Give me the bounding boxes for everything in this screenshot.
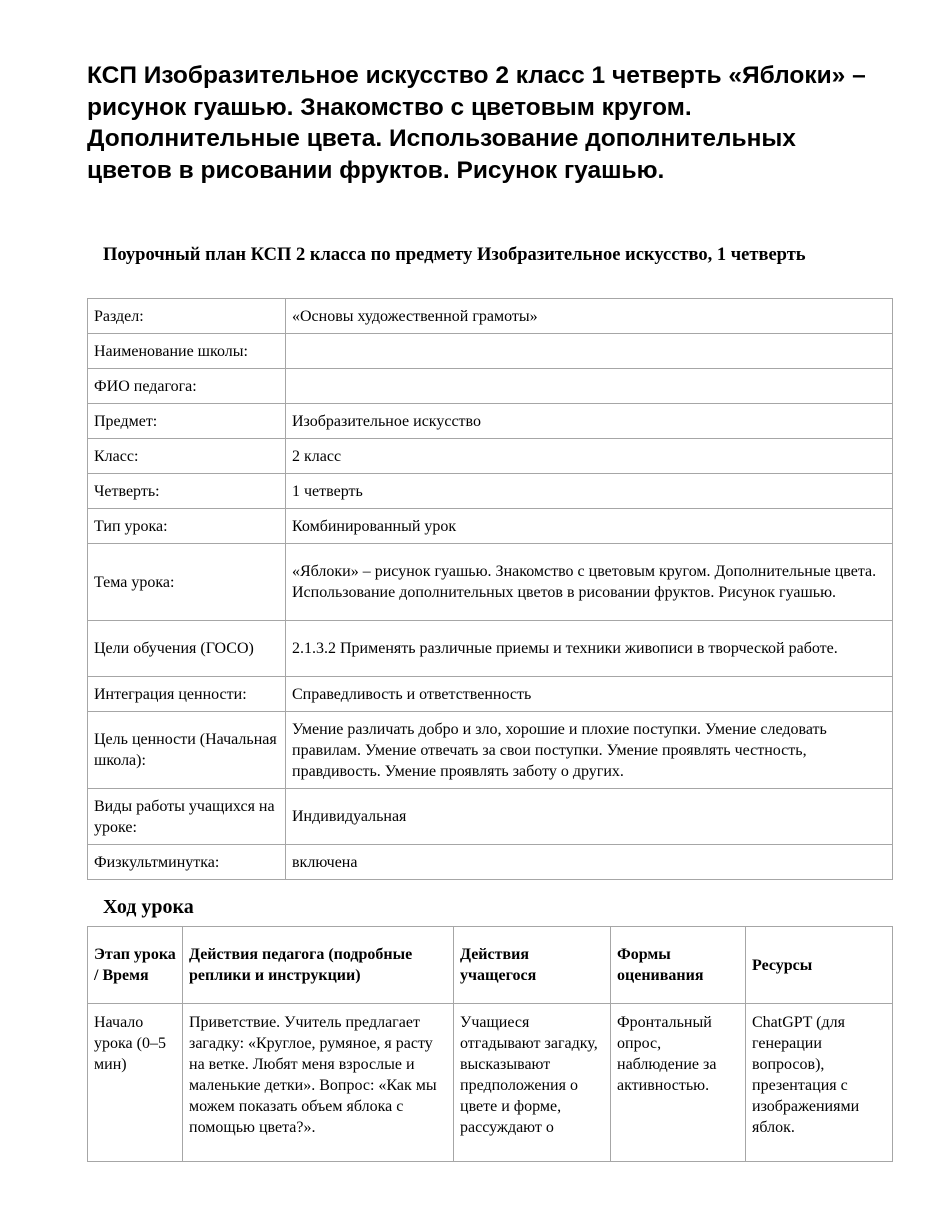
info-value: [286, 334, 893, 369]
info-label: Виды работы учащихся на уроке:: [88, 789, 286, 845]
document-title: КСП Изобразительное искусство 2 класс 1 четверть «Яблоки» – рисунок гуашью. Знакомство с цветовым кругом. Дополнительные цвета. Использование дополнительных цветов в рисовании фруктов. Рисунок гуашью.: [87, 62, 866, 184]
info-row-topic: [88, 544, 893, 621]
info-value: «Основы художественной грамоты»: [286, 299, 893, 334]
info-value: Индивидуальная: [286, 789, 893, 845]
info-value: Умение различать добро и зло, хорошие и плохие поступки. Умение следовать правилам. Умение отвечать за свои поступки. Умение проявлять честность, правдивость. Умение проявлять заботу о других.: [286, 712, 893, 789]
info-label: Цели обучения (ГОСО): [88, 621, 286, 677]
info-label: Тема урока:: [88, 544, 286, 621]
info-value: 1 четверть: [286, 474, 893, 509]
info-row-physical-break: [88, 845, 893, 880]
info-row-quarter: [88, 474, 893, 509]
info-label: ФИО педагога:: [88, 369, 286, 404]
info-value: «Яблоки» – рисунок гуашью. Знакомство с цветовым кругом. Дополнительные цвета. Использование дополнительных цветов в рисовании фруктов. Рисунок гуашью.: [286, 544, 893, 621]
info-row-work-types: [88, 789, 893, 845]
info-row-value-goal: [88, 712, 893, 789]
resources-cell: ChatGPT (для генерации вопросов), презентация с изображениями яблок.: [746, 1004, 893, 1162]
info-value: [286, 369, 893, 404]
student-actions-cell: Учащиеся отгадывают загадку, высказывают предположения о цвете и форме, рассуждают о: [454, 1004, 611, 1162]
header-resources: Ресурсы: [746, 927, 893, 1004]
info-label: Физкультминутка:: [88, 845, 286, 880]
info-label: Цель ценности (Начальная школа):: [88, 712, 286, 789]
info-label: Тип урока:: [88, 509, 286, 544]
header-stage: Этап урока / Время: [88, 927, 183, 1004]
info-label: Предмет:: [88, 404, 286, 439]
info-row-teacher: [88, 369, 893, 404]
info-row-section: [88, 299, 893, 334]
info-value: 2 класс: [286, 439, 893, 474]
info-value: Изобразительное искусство: [286, 404, 893, 439]
info-label: Наименование школы:: [88, 334, 286, 369]
info-value: включена: [286, 845, 893, 880]
stage-cell: Начало урока (0–5 мин): [88, 1004, 183, 1162]
lesson-info-table: [87, 298, 893, 880]
header-teacher-actions: Действия педагога (подробные реплики и инструкции): [183, 927, 454, 1004]
info-row-lesson-type: [88, 509, 893, 544]
info-row-subject: [88, 404, 893, 439]
header-assessment: Формы оценивания: [611, 927, 746, 1004]
info-row-grade: [88, 439, 893, 474]
info-label: Раздел:: [88, 299, 286, 334]
lesson-header-row: [88, 927, 893, 1004]
info-row-learning-goals: [88, 621, 893, 677]
info-label: Четверть:: [88, 474, 286, 509]
header-student-actions: Действия учащегося: [454, 927, 611, 1004]
info-value: 2.1.3.2 Применять различные приемы и техники живописи в творческой работе.: [286, 621, 893, 677]
info-label: Интеграция ценности:: [88, 677, 286, 712]
lesson-progress-table: [87, 926, 893, 1162]
lesson-row: [88, 1004, 893, 1162]
assessment-cell: Фронтальный опрос, наблюдение за активностью.: [611, 1004, 746, 1162]
info-row-value-integration: [88, 677, 893, 712]
info-value: Справедливость и ответственность: [286, 677, 893, 712]
info-label: Класс:: [88, 439, 286, 474]
info-row-school: [88, 334, 893, 369]
lesson-progress-heading: Ход урока: [103, 896, 194, 918]
plan-subtitle: Поурочный план КСП 2 класса по предмету Изобразительное искусство, 1 четверть: [103, 245, 806, 265]
info-value: Комбинированный урок: [286, 509, 893, 544]
teacher-actions-cell: Приветствие. Учитель предлагает загадку: «Круглое, румяное, я расту на ветке. Любят меня взрослые и маленькие детки». Вопрос: «Как мы можем показать объем яблока с помощью цвета?».: [183, 1004, 454, 1162]
